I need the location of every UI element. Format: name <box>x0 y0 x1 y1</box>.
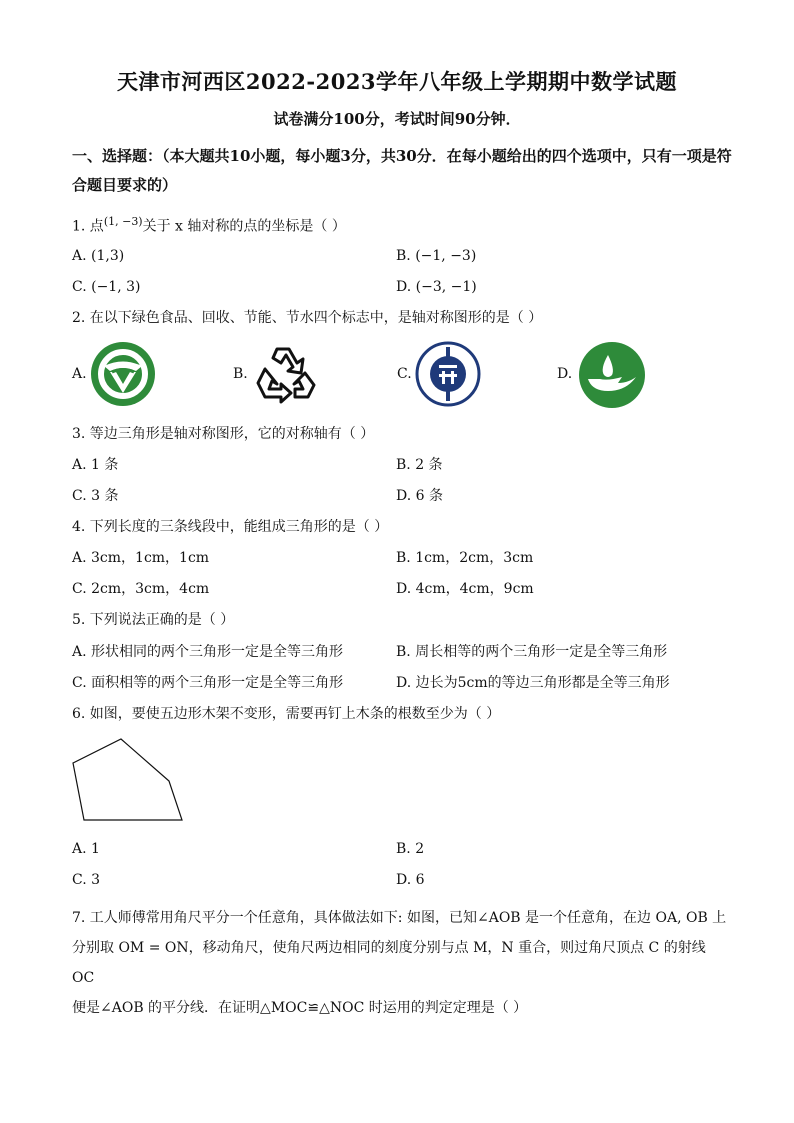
question-2-option-c[interactable]: C. <box>397 366 412 382</box>
question-1-option-d[interactable]: D. (−3, −1) <box>396 279 477 295</box>
question-6-option-b[interactable]: B. 2 <box>396 841 425 857</box>
question-7-line-1: 7. 工人师傅常用角尺平分一个任意角，具体做法如下: 如图，已知∠AOB 是一个任意角，在边 OA, OB 上 <box>72 910 727 926</box>
question-2-stem: 2. 在以下绿色食品、回收、节能、节水四个标志中，是轴对称图形的是（ ） <box>72 310 543 326</box>
question-1-option-c[interactable]: C. (−1, 3) <box>72 279 141 295</box>
water-saving-logo-icon <box>578 341 646 409</box>
pentagon-figure <box>70 736 186 824</box>
question-3-option-c[interactable]: C. 3 条 <box>72 488 119 504</box>
question-6-option-a[interactable]: A. 1 <box>72 841 100 857</box>
section-heading: 一、选择题：（本大题共10小题，每小题3分，共30分．在每小题给出的四个选项中，只有一项是符合题目要求的） <box>72 147 732 194</box>
question-2-option-b[interactable]: B. <box>233 366 248 382</box>
question-1-option-b[interactable]: B. (−1, −3) <box>396 248 477 264</box>
question-5-option-c[interactable]: C. 面积相等的两个三角形一定是全等三角形 <box>72 675 344 691</box>
question-5-option-b[interactable]: B. 周长相等的两个三角形一定是全等三角形 <box>396 644 668 660</box>
question-5-option-d[interactable]: D. 边长为5cm的等边三角形都是全等三角形 <box>396 675 670 691</box>
question-1-suffix: 关于 x 轴对称的点的坐标是（ ） <box>142 218 346 235</box>
question-3-option-a[interactable]: A. 1 条 <box>72 457 119 473</box>
question-5-stem: 5. 下列说法正确的是（ ） <box>72 612 235 628</box>
recycle-logo-icon <box>253 343 319 405</box>
question-4-option-c[interactable]: C. 2cm，3cm，4cm <box>72 581 210 597</box>
green-food-logo-icon <box>90 341 156 407</box>
question-1-option-a[interactable]: A. (1,3) <box>72 248 125 264</box>
question-4-stem: 4. 下列长度的三条线段中，能组成三角形的是（ ） <box>72 519 389 535</box>
question-2-option-a[interactable]: A. <box>72 366 87 382</box>
question-1-point: (1, −3) <box>103 215 143 228</box>
question-5-option-a[interactable]: A. 形状相同的两个三角形一定是全等三角形 <box>72 644 344 660</box>
page-title: 天津市河西区2022-2023学年八年级上学期期中数学试题 <box>116 69 678 94</box>
question-6-stem: 6. 如图，要使五边形木架不变形，需要再钉上木条的根数至少为（ ） <box>72 706 501 722</box>
question-6-option-c[interactable]: C. 3 <box>72 872 101 888</box>
question-6-option-d[interactable]: D. 6 <box>396 872 425 888</box>
question-4-option-d[interactable]: D. 4cm，4cm，9cm <box>396 581 534 597</box>
question-1-prefix: 1. 点 <box>72 218 104 235</box>
energy-saving-logo-icon <box>415 341 481 407</box>
question-3-option-d[interactable]: D. 6 条 <box>396 488 443 504</box>
question-1-stem <box>72 212 732 237</box>
question-7-stem <box>72 903 732 1023</box>
exam-info: 试卷满分100分，考试时间90分钟． <box>273 110 521 128</box>
question-4-option-b[interactable]: B. 1cm，2cm，3cm <box>396 550 534 566</box>
question-7-line-2: 分别取 OM = ON，移动角尺，使角尺两边相同的刻度分别与点 M，N 重合，则过角尺顶点 C 的射线 OC <box>72 940 706 986</box>
question-7-line-3: 便是∠AOB 的平分线．在证明△MOC≌△NOC 时运用的判定定理是（ ） <box>72 1000 528 1016</box>
question-3-option-b[interactable]: B. 2 条 <box>396 457 443 473</box>
question-3-stem: 3. 等边三角形是轴对称图形，它的对称轴有（ ） <box>72 426 375 442</box>
question-4-option-a[interactable]: A. 3cm，1cm，1cm <box>72 550 210 566</box>
question-2-option-d[interactable]: D. <box>557 366 573 382</box>
